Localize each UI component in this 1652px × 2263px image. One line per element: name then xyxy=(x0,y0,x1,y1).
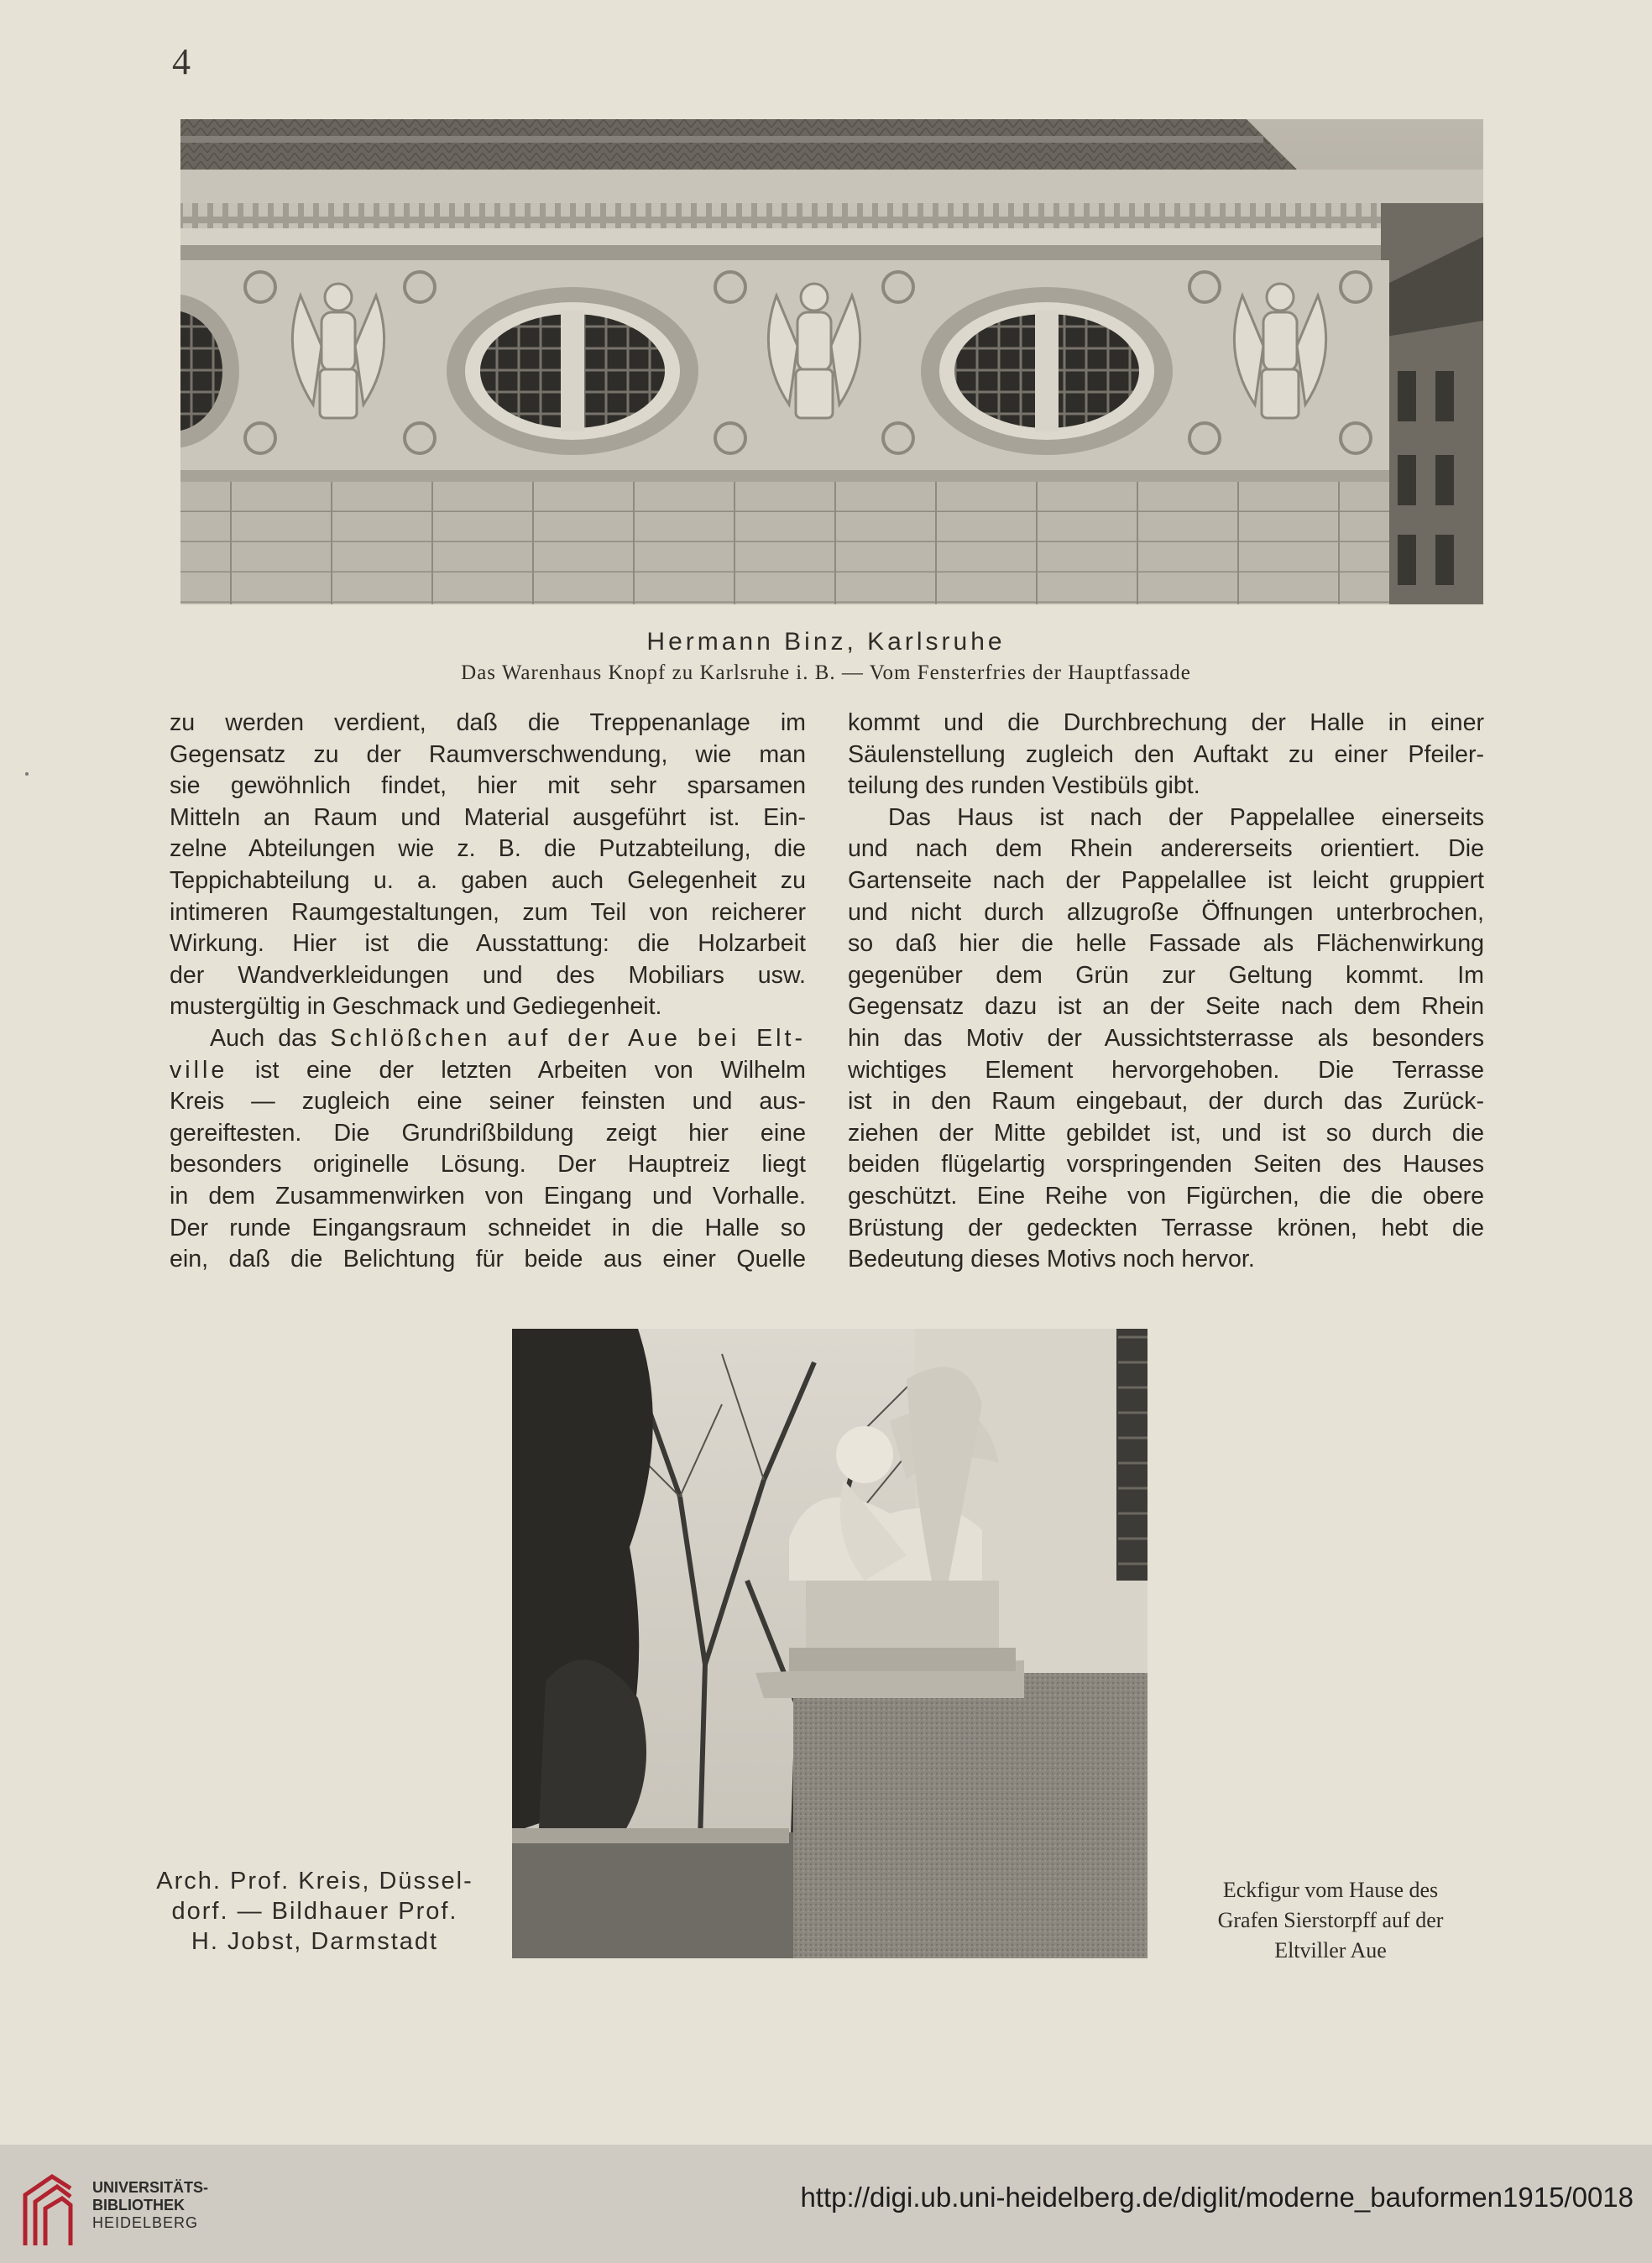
text-line xyxy=(170,1055,806,1087)
facade-frieze-photo xyxy=(180,119,1483,604)
credit-line: Arch. Prof. Kreis, Düssel- xyxy=(156,1868,473,1895)
text-line: Gegensatz dazu ist an der Seite nach dem Rhein xyxy=(848,993,1484,1021)
text-line: ist in den Raum eingebaut, der durch das Zurück- xyxy=(848,1088,1484,1116)
text-line: Gegensatz zu der Raumverschwendung, wie man xyxy=(170,740,806,768)
text-line: so daß hier die helle Fassade als Flächenwirkung xyxy=(848,930,1484,958)
text-line: besonders originelle Lösung. Der Hauptreiz liegt xyxy=(170,1151,806,1179)
text-line: Mitteln an Raum und Material ausgeführt ist. Ein- xyxy=(170,803,806,831)
text-line: gereiftesten. Die Grundrißbildung zeigt hier eine xyxy=(170,1119,806,1147)
sculpture-illustration xyxy=(512,1329,1148,1958)
credit-line: H. Jobst, Darmstadt xyxy=(191,1928,439,1955)
text-line: geschützt. Eine Reihe von Figürchen, die die obere xyxy=(848,1182,1484,1210)
photo-caption-title: Das Warenhaus Knopf zu Karlsruhe i. B. — Vom Fensterfries der Hauptfassade xyxy=(461,661,1191,684)
text-line: hin das Motiv der Aussichtsterrasse als besonders xyxy=(848,1024,1484,1052)
text-line: intimeren Raumgestaltungen, zum Teil von reicherer xyxy=(170,898,806,926)
left-text-column xyxy=(170,708,806,1276)
right-text-column xyxy=(848,708,1484,1276)
text-line: gegenüber dem Grün zur Geltung kommt. Im xyxy=(848,961,1484,989)
library-name-line: UNIVERSITÄTS- xyxy=(92,2179,209,2196)
spaced-emphasis: ville xyxy=(170,1056,228,1084)
text-line: kommt und die Durchbrechung der Halle in einer xyxy=(848,709,1484,736)
text-line: ziehen der Mitte gebildet ist, und ist so durch die xyxy=(848,1119,1484,1147)
source-url-link[interactable]: http://digi.ub.uni-heidelberg.de/diglit/moderne_bauformen1915/0018 xyxy=(800,2182,1634,2213)
photo-caption-author: Hermann Binz, Karlsruhe xyxy=(646,628,1006,656)
text-line: Säulenstellung zugleich den Auftakt zu einer Pfeiler- xyxy=(848,740,1484,768)
text-line: und nach dem Rhein andererseits orientiert. Die xyxy=(848,835,1484,863)
library-name-line: BIBLIOTHEK xyxy=(92,2197,185,2213)
text-line: Gartenseite nach der Pappelallee ist leicht gruppiert xyxy=(848,866,1484,894)
text-line: Wirkung. Hier ist die Ausstattung: die Holzarbeit xyxy=(170,930,806,958)
text-line: zu werden verdient, daß die Treppenanlage im xyxy=(170,709,806,736)
text-fragment: ist eine der letzten Arbeiten von Wilhelm xyxy=(254,1056,806,1084)
corner-figure-photo xyxy=(512,1329,1148,1958)
text-line: Das Haus ist nach der Pappelallee einerseits xyxy=(888,803,1484,831)
text-line: Der runde Eingangsraum schneidet in die Halle so xyxy=(170,1214,806,1241)
text-line xyxy=(170,1023,806,1055)
text-line: und nicht durch allzugroße Öffnungen unterbrochen, xyxy=(848,898,1484,926)
text-line: ein, daß die Belichtung für beide aus einer Quelle xyxy=(170,1246,806,1273)
scan-speck xyxy=(25,772,29,776)
text-line: zelne Abteilungen wie z. B. die Putzabteilung, die xyxy=(170,835,806,863)
text-line: Kreis — zugleich eine seiner feinsten und aus- xyxy=(170,1088,806,1116)
facade-illustration xyxy=(180,119,1483,604)
text-line: teilung des runden Vestibüls gibt. xyxy=(848,772,1200,800)
credit-line: dorf. — Bildhauer Prof. xyxy=(171,1898,458,1925)
library-name-line: HEIDELBERG xyxy=(92,2214,199,2231)
text-line: sie gewöhnlich findet, hier mit sehr sparsamen xyxy=(170,772,806,800)
text-line: Bedeutung dieses Motivs noch hervor. xyxy=(848,1246,1255,1273)
text-line: der Wandverkleidungen und des Mobiliars usw. xyxy=(170,961,806,989)
text-line: wichtiges Element hervorgehoben. Die Terrasse xyxy=(848,1056,1484,1084)
spaced-emphasis: Schlößchen auf der Aue bei Elt- xyxy=(330,1024,806,1052)
text-line: beiden flügelartig vorspringenden Seiten des Hauses xyxy=(848,1151,1484,1179)
text-line: in dem Zusammenwirken von Eingang und Vorhalle. xyxy=(170,1182,806,1210)
caption-line: Eltviller Aue xyxy=(1274,1938,1387,1962)
library-footer xyxy=(0,2145,1652,2263)
text-line: Teppichabteilung u. a. gaben auch Gelegenheit zu xyxy=(170,866,806,894)
page-number: 4 xyxy=(172,41,191,82)
library-logo-icon xyxy=(18,2170,77,2252)
library-name xyxy=(92,2179,208,2232)
text-line: mustergültig in Geschmack und Gediegenheit. xyxy=(170,993,662,1021)
text-line: Brüstung der gedeckten Terrasse krönen, hebt die xyxy=(848,1214,1484,1241)
text-fragment: Auch das xyxy=(210,1024,317,1052)
photo-credit-left xyxy=(143,1866,487,1957)
caption-line: Eckfigur vom Hause des xyxy=(1222,1878,1439,1902)
caption-line: Grafen Sierstorpff auf der xyxy=(1217,1908,1444,1932)
photo-caption-right xyxy=(1175,1875,1486,1966)
